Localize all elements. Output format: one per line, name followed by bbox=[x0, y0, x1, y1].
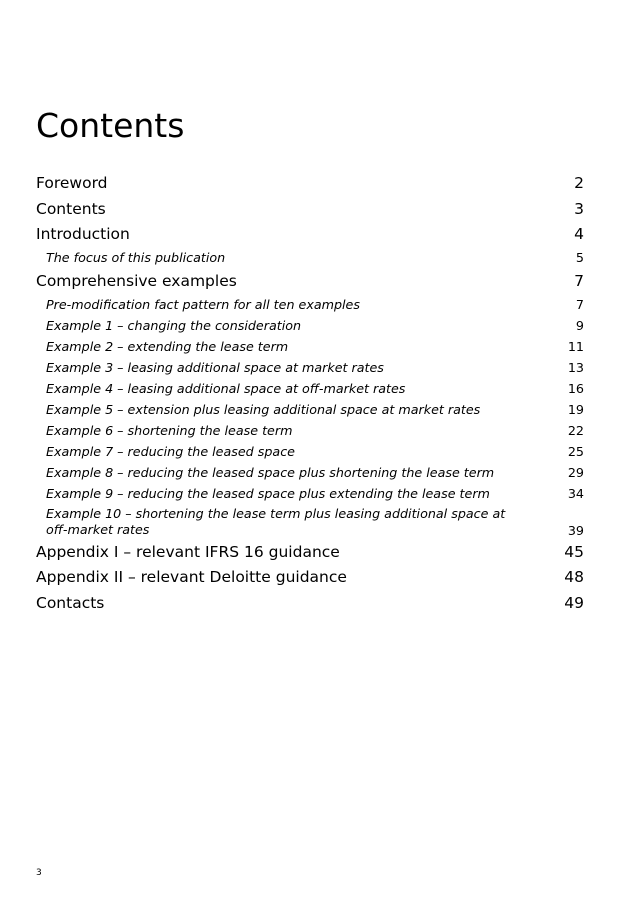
toc-entry-label: Example 1 – changing the consideration bbox=[46, 317, 302, 333]
toc-entry-label: Example 4 – leasing additional space at off-market rates bbox=[46, 380, 406, 396]
toc-entry-contacts[interactable] bbox=[36, 590, 584, 616]
page-number: 3 bbox=[36, 868, 42, 878]
toc-entry-page: 48 bbox=[564, 568, 584, 587]
toc-entry-page: 9 bbox=[575, 317, 584, 333]
toc-entry-appendix-ii[interactable] bbox=[36, 564, 584, 590]
toc-entry-contents[interactable] bbox=[36, 196, 584, 222]
toc-subentry-example-7[interactable] bbox=[36, 441, 584, 462]
toc-entry-comprehensive-examples[interactable] bbox=[36, 268, 584, 294]
toc-entry-page: 19 bbox=[567, 401, 584, 417]
toc-entry-page: 2 bbox=[574, 173, 584, 192]
toc-entry-label: Example 7 – reducing the leased space bbox=[46, 443, 295, 459]
toc-entry-page: 16 bbox=[567, 380, 584, 396]
toc-entry-label: Example 8 – reducing the leased space plus shortening the lease term bbox=[46, 464, 495, 480]
toc-subentry-example-6[interactable] bbox=[36, 420, 584, 441]
toc-subentry-example-10[interactable] bbox=[36, 504, 584, 538]
toc-entry-label: Example 5 – extension plus leasing additional space at market rates bbox=[46, 401, 481, 417]
toc-subentry-example-8[interactable] bbox=[36, 462, 584, 483]
toc-entry-label: Example 3 – leasing additional space at market rates bbox=[46, 359, 384, 375]
toc-entry-page: 22 bbox=[567, 422, 584, 438]
toc-entry-label: Foreword bbox=[36, 173, 108, 192]
toc-entry-label: Appendix II – relevant Deloitte guidance bbox=[36, 568, 347, 587]
toc-entry-page: 49 bbox=[564, 593, 584, 612]
toc-entry-label: Contents bbox=[36, 199, 106, 218]
toc-entry-page: 34 bbox=[567, 485, 584, 501]
toc-entry-page: 4 bbox=[574, 225, 584, 244]
toc-entry-introduction[interactable] bbox=[36, 221, 584, 247]
page-title: Contents bbox=[36, 106, 185, 145]
toc-entry-label: Example 2 – extending the lease term bbox=[46, 338, 289, 354]
toc-subentry-example-5[interactable] bbox=[36, 399, 584, 420]
toc-entry-label: The focus of this publication bbox=[46, 250, 226, 266]
toc-entry-appendix-i[interactable] bbox=[36, 539, 584, 565]
toc-subentry-example-9[interactable] bbox=[36, 483, 584, 504]
toc-entry-page: 7 bbox=[575, 296, 584, 312]
toc-entry-page: 13 bbox=[567, 359, 584, 375]
toc-subentry-example-4[interactable] bbox=[36, 378, 584, 399]
toc-subentry-focus[interactable] bbox=[36, 247, 584, 268]
toc-subentry-example-2[interactable] bbox=[36, 336, 584, 357]
toc-subentry-pre-modification[interactable] bbox=[36, 294, 584, 315]
toc-entry-page: 3 bbox=[574, 199, 584, 218]
toc-entry-label: Comprehensive examples bbox=[36, 271, 237, 290]
toc-entry-page: 29 bbox=[567, 464, 584, 480]
toc-entry-label: Introduction bbox=[36, 225, 130, 244]
toc-subentry-example-1[interactable] bbox=[36, 315, 584, 336]
toc-entry-page: 5 bbox=[575, 250, 584, 266]
toc-entry-page: 7 bbox=[574, 271, 584, 290]
toc-entry-label: Example 10 – shortening the lease term plus leasing additional space at off-market rates bbox=[46, 505, 506, 537]
toc-entry-page: 39 bbox=[567, 522, 584, 538]
toc-entry-page: 45 bbox=[564, 542, 584, 561]
toc-entry-label: Example 9 – reducing the leased space plus extending the lease term bbox=[46, 485, 490, 501]
toc-subentry-example-3[interactable] bbox=[36, 357, 584, 378]
toc-entry-label: Appendix I – relevant IFRS 16 guidance bbox=[36, 542, 340, 561]
table-of-contents bbox=[36, 170, 584, 616]
toc-entry-page: 11 bbox=[567, 338, 584, 354]
toc-entry-label: Pre-modification fact pattern for all ten examples bbox=[46, 296, 360, 312]
toc-entry-foreword[interactable] bbox=[36, 170, 584, 196]
toc-entry-page: 25 bbox=[567, 443, 584, 459]
toc-entry-label: Contacts bbox=[36, 593, 105, 612]
toc-entry-label: Example 6 – shortening the lease term bbox=[46, 422, 293, 438]
